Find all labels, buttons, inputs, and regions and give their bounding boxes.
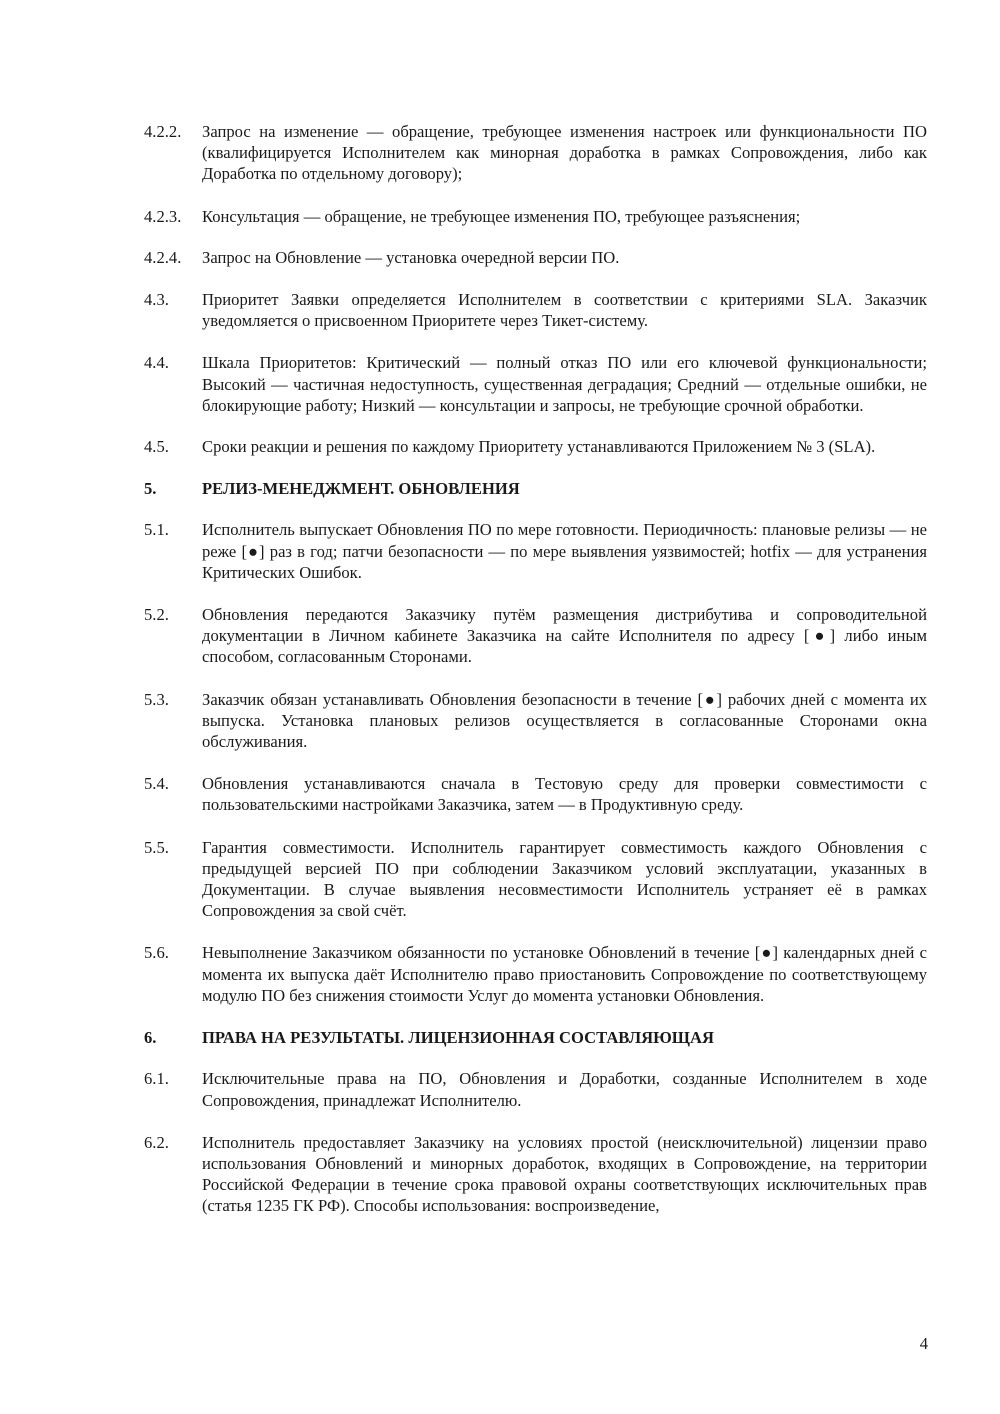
- clause-text: Приоритет Заявки определяется Исполнителем в соответствии с критериями SLA. Заказчик уведомляется о присвоенном Приоритете через Тикет-систему.: [202, 290, 927, 331]
- clause-5-5: [144, 837, 927, 922]
- clause-number: 4.3.: [144, 290, 169, 310]
- section-number: 5.: [144, 479, 157, 499]
- clause-text: Гарантия совместимости. Исполнитель гарантирует совместимость каждого Обновления с предыдущей версией ПО при соблюдении Заказчиком условий эксплуатации, указанных в Документации. В случае выявления несовместимости Исполнитель устраняет её в рамках Сопровождения за свой счёт.: [202, 837, 927, 921]
- clause-4-2-4: [144, 247, 927, 268]
- section-heading-5: [144, 478, 927, 499]
- clause-text: Невыполнение Заказчиком обязанности по установке Обновлений в течение [●] календарных дней с момента их выпуска даёт Исполнителю право приостановить Сопровождение по соответствующему модулю ПО без снижения стоимости Услуг до момента установки Обновления.: [202, 943, 927, 1005]
- clause-number: 5.1.: [144, 520, 169, 540]
- clause-4-4: [144, 352, 927, 416]
- clause-number: 5.3.: [144, 689, 169, 709]
- page-number: 4: [919, 1334, 928, 1353]
- clause-5-3: [144, 689, 927, 753]
- clause-number: 4.2.4.: [144, 247, 182, 267]
- clause-number: 5.4.: [144, 774, 169, 794]
- clause-number: 4.5.: [144, 437, 169, 457]
- clause-6-1: [144, 1068, 927, 1110]
- clause-4-5: [144, 436, 927, 457]
- clause-5-1: [144, 519, 927, 583]
- clause-4-3: [144, 289, 927, 331]
- clause-5-2: [144, 604, 927, 668]
- clause-number: 4.4.: [144, 353, 169, 373]
- clause-text: Обновления устанавливаются сначала в Тестовую среду для проверки совместимости с пользовательскими настройками Заказчика, затем — в Продуктивную среду.: [202, 774, 927, 815]
- clause-text: Исключительные права на ПО, Обновления и Доработки, созданные Исполнителем в ходе Сопровождения, принадлежат Исполнителю.: [202, 1069, 927, 1110]
- clause-number: 6.2.: [144, 1132, 169, 1152]
- clause-number: 4.2.2.: [144, 122, 182, 141]
- clause-number: 5.6.: [144, 943, 169, 963]
- section-title: РЕЛИЗ-МЕНЕДЖМЕНТ. ОБНОВЛЕНИЯ: [202, 479, 520, 499]
- clause-text: Консультация — обращение, не требующее изменения ПО, требующее разъяснения;: [202, 206, 801, 226]
- clause-text: Исполнитель предоставляет Заказчику на условиях простой (неисключительной) лицензии право использования Обновлений и минорных доработок, входящих в Сопровождение, на территории Российской Федерации в течение срока правовой охраны соответствующих исключительных прав (статья 1235 ГК РФ). Способы использования: воспроизведение,: [202, 1132, 927, 1216]
- clause-text: Шкала Приоритетов: Критический — полный отказ ПО или его ключевой функциональности; Высокий — частичная недоступность, существенная деградация; Средний — отдельные ошибки, не блокирующие работу; Низкий — консультации и запросы, не требующие срочной обработки.: [202, 353, 927, 415]
- clause-text: Запрос на Обновление — установка очередной версии ПО.: [202, 247, 620, 267]
- clause-number: 4.2.3.: [144, 206, 182, 226]
- clause-text: Сроки реакции и решения по каждому Приоритету устанавливаются Приложением № 3 (SLA).: [202, 437, 876, 457]
- clause-6-2: [144, 1132, 927, 1217]
- section-number: 6.: [144, 1028, 157, 1048]
- clause-text: Запрос на изменение — обращение, требующее изменения настроек или функциональности ПО (квалифицируется Исполнителем как минорная доработка в рамках Сопровождения, либо как Доработка по отдельному договору);: [202, 122, 927, 184]
- section-title: ПРАВА НА РЕЗУЛЬТАТЫ. ЛИЦЕНЗИОННАЯ СОСТАВЛЯЮЩАЯ: [202, 1028, 714, 1048]
- section-heading-6: [144, 1027, 927, 1048]
- document-body: [144, 121, 927, 1217]
- clause-4-2-3: [144, 206, 927, 227]
- clause-5-6: [144, 942, 927, 1006]
- clause-4-2-2: [144, 121, 927, 185]
- clause-number: 5.5.: [144, 837, 169, 857]
- clause-5-4: [144, 773, 927, 815]
- clause-number: 6.1.: [144, 1069, 169, 1089]
- clause-number: 5.2.: [144, 605, 169, 625]
- clause-text: Обновления передаются Заказчику путём размещения дистрибутива и сопроводительной документации в Личном кабинете Заказчика на сайте Исполнителя по адресу [●] либо иным способом, согласованным Сторонами.: [202, 605, 927, 667]
- clause-text: Заказчик обязан устанавливать Обновления безопасности в течение [●] рабочих дней с момента их выпуска. Установка плановых релизов осуществляется в согласованные Сторонами окна обслуживания.: [202, 689, 927, 752]
- clause-text: Исполнитель выпускает Обновления ПО по мере готовности. Периодичность: плановые релизы — не реже [●] раз в год; патчи безопасности — по мере выявления уязвимостей; hotfix — для устранения Критических Ошибок.: [202, 520, 927, 582]
